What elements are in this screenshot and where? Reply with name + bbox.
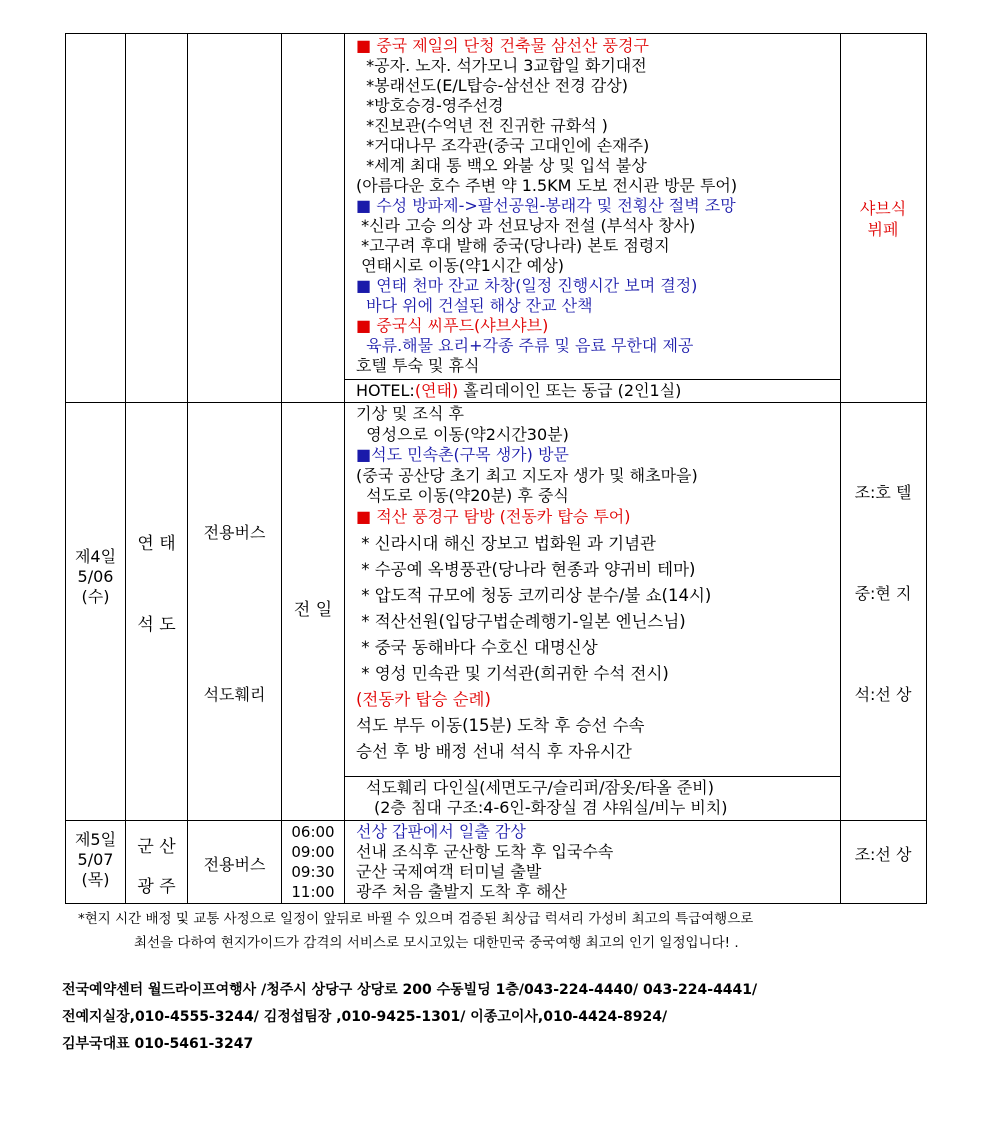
day4-date (66, 547, 125, 607)
ferry-line-1: 석도훼리 다인실(세면도구/슬리퍼/잠옷/타올 준비) (366, 778, 714, 797)
day4-date-value: 5/06 (77, 567, 114, 586)
day4-line: * 신라시대 해신 장보고 법화원 과 기념관 (356, 534, 656, 553)
day3-line: *거대나무 조각관(중국 고대인에 손재주) (356, 136, 650, 155)
ferry-line-2: (2층 침대 구조:4-6인-화장실 겸 샤워실/비누 비치) (374, 798, 728, 817)
contact-line-3: 김부국대표 010-5461-3247 (62, 1036, 254, 1052)
day4-transport-1: 전용버스 (203, 523, 266, 542)
day3-line: ■ 중국 제일의 단청 건축물 삼선산 풍경구 (356, 36, 649, 55)
day4-place-2: 석 도 (137, 615, 176, 635)
day3-meal-1: 샤브식 (859, 199, 907, 218)
day5-time-4: 11:00 (291, 883, 335, 901)
col-border-6 (840, 33, 841, 904)
day3-line: *공자. 노자. 석가모니 3교합일 화기대전 (356, 56, 647, 75)
day3-line: 바다 위에 건설된 해상 잔교 산책 (356, 296, 593, 315)
day5-time-2: 09:00 (291, 843, 335, 861)
day5-day: 제5일 (74, 830, 117, 849)
day5-date (66, 830, 125, 890)
day4-place-1: 연 태 (137, 534, 176, 554)
day4-row-top (65, 402, 927, 403)
day3-line: (아름다운 호수 주변 약 1.5KM 도보 전시관 방문 투어) (356, 176, 738, 195)
day5-place-2: 광 주 (137, 877, 176, 897)
day5-line-2: 선내 조식후 군산항 도착 후 입국수속 (356, 842, 614, 861)
day5-meal: 조:선 상 (854, 845, 912, 864)
day3-line: ■ 연태 천마 잔교 차창(일정 진행시간 보며 결정) (356, 276, 698, 295)
day4-line: * 압도적 규모에 청동 코끼리상 분수/불 쇼(14시) (356, 586, 712, 605)
col-border-3 (187, 33, 188, 904)
day3-line: *봉래선도(E/L탑승-삼선산 전경 감상) (356, 76, 628, 95)
day5-weekday: (목) (81, 870, 110, 889)
notice (60, 907, 960, 955)
table-bottom-border (65, 903, 927, 904)
col-border-2 (125, 33, 126, 904)
table-top-border (65, 33, 927, 34)
day5-row-top (65, 820, 927, 821)
col-border-7 (926, 33, 927, 904)
day4-line: (중국 공산당 초기 최고 지도자 생가 및 해초마을) (356, 465, 698, 485)
ferry-row-divider (344, 776, 840, 777)
day5-transport: 전용버스 (203, 855, 266, 874)
day4-line: 기상 및 조식 후 (356, 404, 464, 423)
contact-line-2: 전예지실장,010-4555-3244/ 김정섭팀장 ,010-9425-1301/ 이종고이사,010-4424-8924/ (62, 1009, 668, 1025)
day4-meal-2: 중:현 지 (854, 584, 912, 603)
hotel-city: (연태) (414, 381, 459, 400)
day3-schedule (356, 36, 840, 376)
day4-line: 승선 후 방 배정 선내 석식 후 자유시간 (356, 742, 632, 761)
hotel-name: 홀리데이인 또는 동급 (2인1실) (458, 381, 682, 400)
day5-time-1: 06:00 (291, 823, 335, 841)
day5-place-1: 군 산 (137, 837, 176, 857)
notice-line-2: 최선을 다하여 현지가이드가 감격의 서비스로 모시고있는 대한민국 중국여행 최고의 인기 일정입니다! . (134, 935, 739, 951)
day4-line: (전동카 탑승 순례) (356, 690, 491, 709)
day3-line: *세계 최대 통 백오 와불 상 및 입석 불상 (356, 156, 647, 175)
day5-schedule (356, 822, 840, 902)
day4-line: * 수공예 옥병풍관(당나라 현종과 양귀비 테마) (356, 560, 696, 579)
day5-time-3: 09:30 (291, 863, 335, 881)
day4-ferry (360, 778, 840, 818)
day4-line: * 적산선원(입당구법순례행기-일본 엔닌스님) (356, 612, 686, 631)
col-border-4 (281, 33, 282, 904)
day3-line: *방호승경-영주선경 (356, 96, 504, 115)
day3-line: 육류.해물 요리+각종 주류 및 음료 무한대 제공 (356, 336, 694, 355)
notice-line-1: *현지 시간 배정 및 교통 사정으로 일정이 앞뒤로 바뀔 수 있으며 검증된 최상급 럭셔리 가성비 최고의 특급여행으로 (78, 911, 754, 927)
day4-line: 영성으로 이동(약2시간30분) (356, 424, 569, 444)
day3-line: 호텔 투숙 및 휴식 (356, 356, 480, 375)
day4-meal-1: 조:호 텔 (854, 483, 912, 502)
day3-line: ■ 수성 방파제->팔선공원-봉래각 및 전횡산 절벽 조망 (356, 196, 736, 215)
day4-line: * 영성 민속관 및 기석관(희귀한 수석 전시) (356, 664, 669, 683)
day4-weekday: (수) (81, 587, 110, 606)
day4-schedule (356, 404, 840, 774)
day4-time: 전 일 (293, 600, 333, 620)
day3-meal-2: 뷔페 (867, 220, 899, 239)
day4-transport-2: 석도훼리 (203, 685, 266, 704)
day4-line: ■석도 민속촌(구목 생가) 방문 (356, 445, 569, 464)
day3-meal (840, 198, 926, 240)
day5-line-1: 선상 갑판에서 일출 감상 (356, 822, 526, 841)
day5-line-4: 광주 처음 출발지 도착 후 해산 (356, 882, 567, 901)
day4-line: 석도로 이동(약20분) 후 중식 (356, 486, 569, 505)
day4-line: ■ 적산 풍경구 탐방 (전동카 탑승 투어) (356, 506, 631, 526)
day4-line: 석도 부두 이동(15분) 도착 후 승선 수속 (356, 716, 645, 735)
day3-line: *고구려 후대 발해 중국(당나라) 본토 점령지 (356, 236, 670, 255)
day3-line: *신라 고승 의상 과 선묘낭자 전설 (부석사 창사) (356, 216, 696, 235)
day5-line-3: 군산 국제여객 터미널 출발 (356, 862, 542, 881)
day5-times (282, 822, 344, 902)
contact-line-1: 전국예약센터 월드라이프여행사 /청주시 상당구 상당로 200 수동빌딩 1층/043-224-4440/ 043-224-4441/ (62, 982, 758, 998)
col-border-1 (65, 33, 66, 904)
day3-line: ■ 중국식 씨푸드(샤브샤브) (356, 316, 549, 335)
day3-line: *진보관(수억년 전 진귀한 규화석 ) (356, 116, 608, 135)
day4-day: 제4일 (74, 547, 117, 566)
day4-meal-3: 석:선 상 (854, 685, 912, 704)
hotel-prefix: HOTEL: (356, 381, 415, 400)
day4-line: * 중국 동해바다 수호신 대명신상 (356, 638, 598, 657)
day5-date-value: 5/07 (77, 850, 114, 869)
day3-hotel (356, 380, 840, 402)
col-border-5 (344, 33, 345, 904)
day3-line: 연태시로 이동(약1시간 예상) (356, 256, 564, 275)
